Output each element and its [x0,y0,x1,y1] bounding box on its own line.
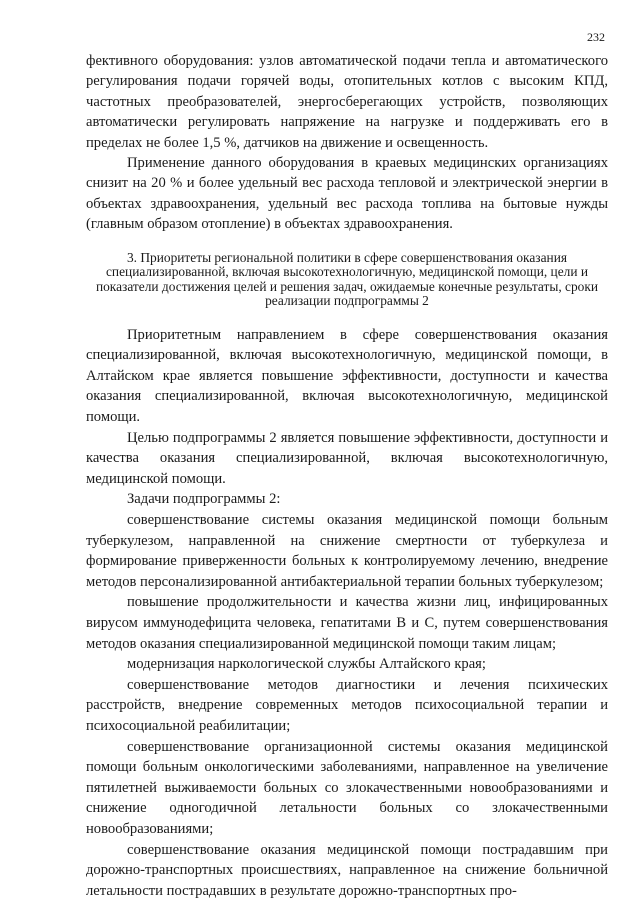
task-item: модернизация наркологической службы Алтайского края; [127,656,486,673]
section-paragraph-1: Приоритетным направлением в сфере совершенствования оказания специализированной, включая высокотехнологичную, медицинской помощи, в Алтайском крае является повышение эффективности, доступности и качества оказания специализированной, включая высокотехнологичную, медицинской помощи. [86,326,608,426]
page-number: 232 [587,30,605,44]
intro-paragraph-1: фективного оборудования: узлов автоматической подачи тепла и автоматического регулирования подачи горячей воды, отопительных котлов с высоким КПД, частотных преобразователей, энергосберегающих устройств, позволяющих автоматически регулировать напряжение на нагрузке и поддерживать его в пределах не более 1,5 %, датчиков на движение и освещенность. [86,53,608,151]
section-body [86,325,608,902]
intro-paragraph-2: Применение данного оборудования в краевых медицинских организациях снизит на 20 % и более удельный вес расхода тепловой и электрической энергии в объектах здравоохранения, удельный вес расхода топлива на бытовые нужды (главным образом отопление) в объектах здравоохранения. [86,155,608,233]
tasks-label: Задачи подпрограммы 2: [127,491,281,508]
task-item: повышение продолжительности и качества жизни лиц, инфицированных вирусом иммунодефицита человека, гепатитами В и С, путем совершенствования методов оказания специализированной медицинской помощи таким лицам; [86,594,608,652]
section-paragraph-2: Целью подпрограммы 2 является повышение эффективности, доступности и качества оказания специализированной, включая высокотехнологичную, медицинской помощи. [86,429,608,487]
section-heading: 3. Приоритеты региональной политики в сфере совершенствования оказания специализированной, включая высокотехнологичную, медицинской помощи, цели и показатели достижения целей и решения задач, ожидаемые конечные результаты, сроки реализации подпрограммы 2 [95,249,599,309]
task-item: совершенствование организационной системы оказания медицинской помощи больным онкологическими заболеваниями, направленное на увеличение пятилетней выживаемости больных со злокачественными новообразованиями и снижение одногодичной летальности больных со злокачественными новообразованиями; [86,738,608,837]
task-item: совершенствование методов диагностики и лечения психических расстройств, внедрение современных методов психосоциальной терапии и психосоциальной реабилитации; [86,676,608,734]
task-item: совершенствование системы оказания медицинской помощи больным туберкулезом, направленной на снижение смертности от туберкулеза и формирование приверженности больных к контролируемому лечению, внедрение методов персонализированной антибактериальной терапии больных туберкулезом; [86,512,608,590]
page-content [86,51,608,901]
task-item: совершенствование оказания медицинской помощи пострадавшим при дорожно-транспортных происшествиях, направленное на снижение больничной летальности пострадавших в результате дорожно-транспортных про- [86,841,608,899]
